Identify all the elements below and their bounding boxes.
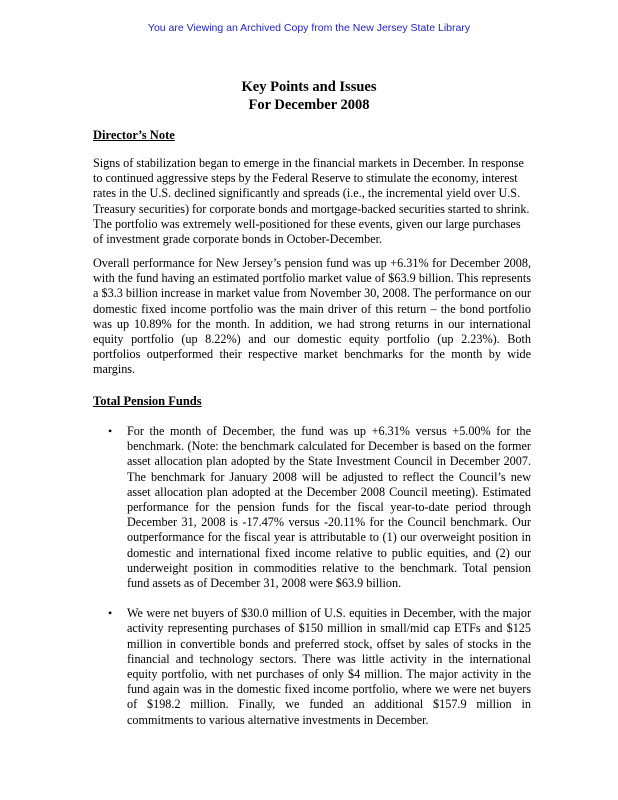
bullet-item-2 <box>93 606 531 728</box>
bullet-text-2: We were net buyers of $30.0 million of U.S. equities in December, with the major activity representing purchases of $150 million in small/mid cap ETFs and $125 million in convertible bonds and preferred stock, offset by sales of stocks in the financial and technology sectors. There was little activity in the international equity portfolio, with net purchases of only $4 million. The major activity in the fund again was in the domestic fixed income portfolio, where we were net buyers of $198.2 million. Finally, we funded an additional $157.9 million in commitments to various alternative investments in December. <box>127 606 531 727</box>
pension-bullet-list <box>93 424 531 728</box>
bullet-dot-icon: • <box>108 606 113 621</box>
title-line-1: Key Points and Issues <box>241 79 377 95</box>
directors-note-heading: Director’s Note <box>93 128 175 142</box>
document-title <box>0 78 618 114</box>
bullet-text-1: For the month of December, the fund was up +6.31% versus +5.00% for the benchmark. (Note: the benchmark calculated for December is based on the former asset allocation plan adopted by the State Investment Council in December 2007. The benchmark for January 2008 will be adjusted to reflect the Council’s new asset allocation plan adopted at the December 2008 Council meeting). Estimated performance for the pension funds for the fiscal year-to-date period through December 31, 2008 is -17.47% versus -20.11% for the Council benchmark. Our outperformance for the fiscal year is attributable to (1) our overweight position in domestic and international fixed income relative to public equities, and (2) our underweight position in commodities relative to the benchmark. Total pension fund assets as of December 31, 2008 were $63.9 billion. <box>127 424 531 591</box>
directors-note-paragraph-2: Overall performance for New Jersey’s pension fund was up +6.31% for December 2008, with the fund having an estimated portfolio market value of $63.9 billion. This represents a $3.3 billion increase in market value from November 30, 2008. The performance on our domestic fixed income portfolio was the main driver of this return – the bond portfolio was up 10.89% for the month. In addition, we had strong returns in our international equity portfolio (up 8.22%) and our domestic equity portfolio (up 2.23%). Both portfolios outperformed their respective market benchmarks for the month by wide margins. <box>93 256 531 377</box>
directors-note-paragraph-1: Signs of stabilization began to emerge in the financial markets in December. In response to continued aggressive steps by the Federal Reserve to stimulate the economy, interest rates in the U.S. declined significantly and spreads (i.e., the incremental yield over U.S. Treasury securities) for corporate bonds and mortgage-backed securities started to shrink. The portfolio was extremely well-positioned for these events, given our large purchases of investment grade corporate bonds in October-December. <box>93 156 530 247</box>
bullet-item-1 <box>93 424 531 591</box>
bullet-dot-icon: • <box>108 424 113 438</box>
archive-banner: You are Viewing an Archived Copy from the New Jersey State Library <box>147 22 471 34</box>
total-pension-funds-heading: Total Pension Funds <box>93 394 202 408</box>
title-line-2: For December 2008 <box>248 97 370 113</box>
